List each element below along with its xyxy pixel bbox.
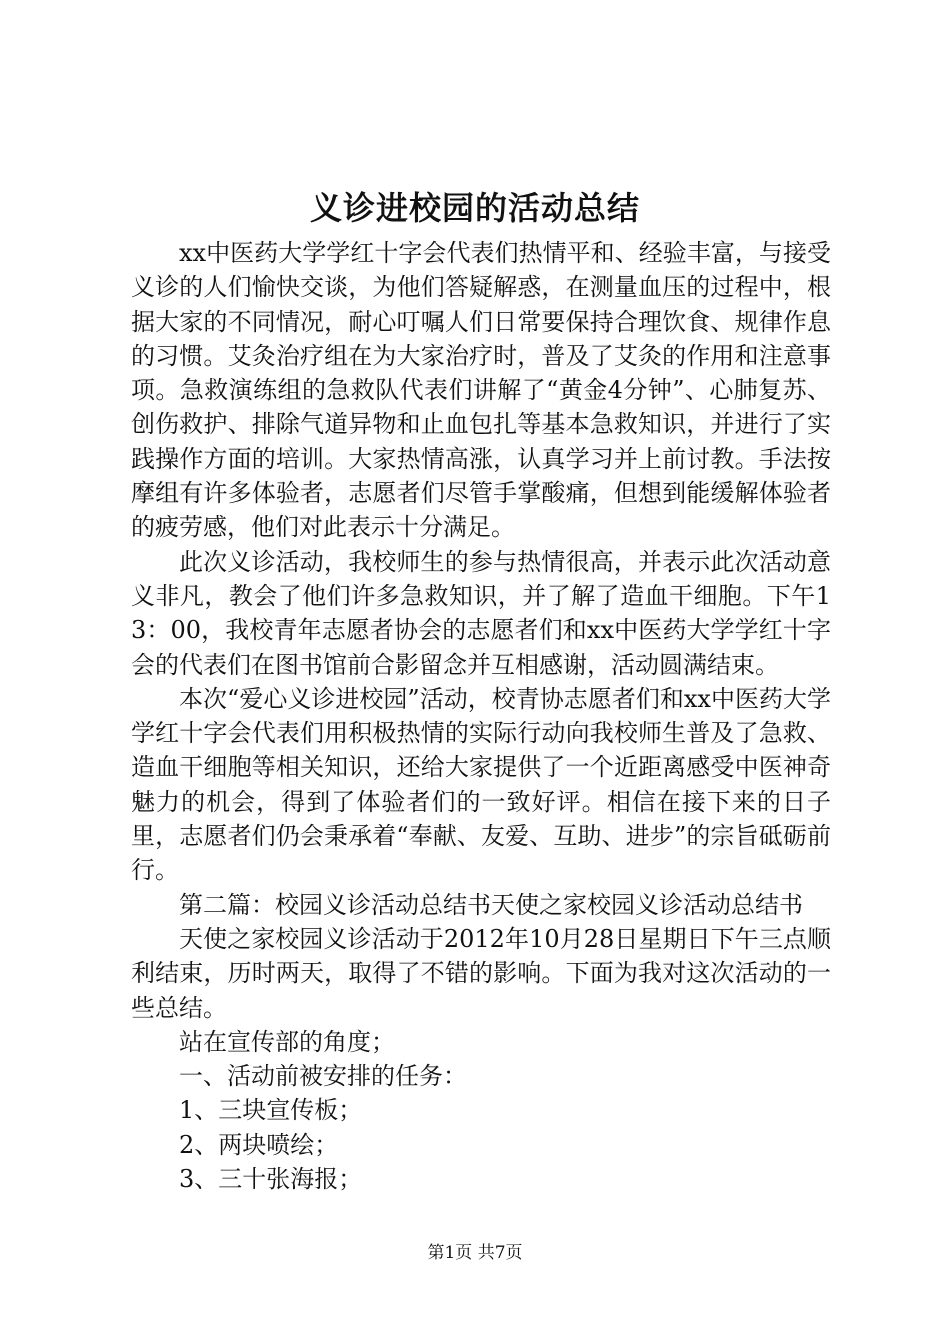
paragraph: 天使之家校园义诊活动于2012年10月28日星期日下午三点顺利结束，历时两天，取得了不错的影响。下面为我对这次活动的一些总结。 [131, 924, 831, 1022]
paragraph: xx中医药大学学红十字会代表们热情平和、经验丰富，与接受义诊的人们愉快交谈，为他们答疑解惑，在测量血压的过程中，根据大家的不同情况，耐心叮嘱人们日常要保持合理饮食、规律作息的习惯。艾灸治疗组在为大家治疗时，普及了艾灸的作用和注意事项。急救演练组的急救队代表们讲解了“黄金4分钟”、心肺复苏、创伤救护、排除气道异物和止血包扎等基本急救知识，并进行了实践操作方面的培训。大家热情高涨，认真学习并上前讨教。手法按摩组有许多体验者，志愿者们尽管手掌酸痛，但想到能缓解体验者的疲劳感，他们对此表示十分满足。 [131, 239, 831, 542]
paragraph: 一、活动前被安排的任务： [179, 1062, 467, 1091]
document-body [131, 236, 831, 1196]
paragraph: 第二篇：校园义诊活动总结书天使之家校园义诊活动总结书 [179, 890, 803, 919]
list-item: 2、两块喷绘； [179, 1130, 339, 1159]
paragraph: 此次义诊活动，我校师生的参与热情很高，并表示此次活动意义非凡，教会了他们许多急救知识，并了解了造血干细胞。下午13：00，我校青年志愿者协会的志愿者们和xx中医药大学学红十字会的代表们在图书馆前合影留念并互相感谢，活动圆满结束。 [131, 547, 831, 679]
list-item: 1、三块宣传板； [179, 1096, 363, 1125]
paragraph: 本次“爱心义诊进校园”活动，校青协志愿者们和xx中医药大学学红十字会代表们用积极热情的实际行动向我校师生普及了急救、造血干细胞等相关知识，还给大家提供了一个近距离感受中医神奇魅力的机会，得到了体验者们的一致好评。相信在接下来的日子里，志愿者们仍会秉承着“奉献、友爱、互助、进步”的宗旨砥砺前行。 [131, 684, 831, 885]
paragraph: 站在宣传部的角度； [179, 1027, 395, 1056]
document-title: 义诊进校园的活动总结 [309, 189, 640, 227]
list-item: 3、三十张海报； [179, 1165, 363, 1194]
page-number-footer: 第1页 共7页 [427, 1243, 523, 1263]
